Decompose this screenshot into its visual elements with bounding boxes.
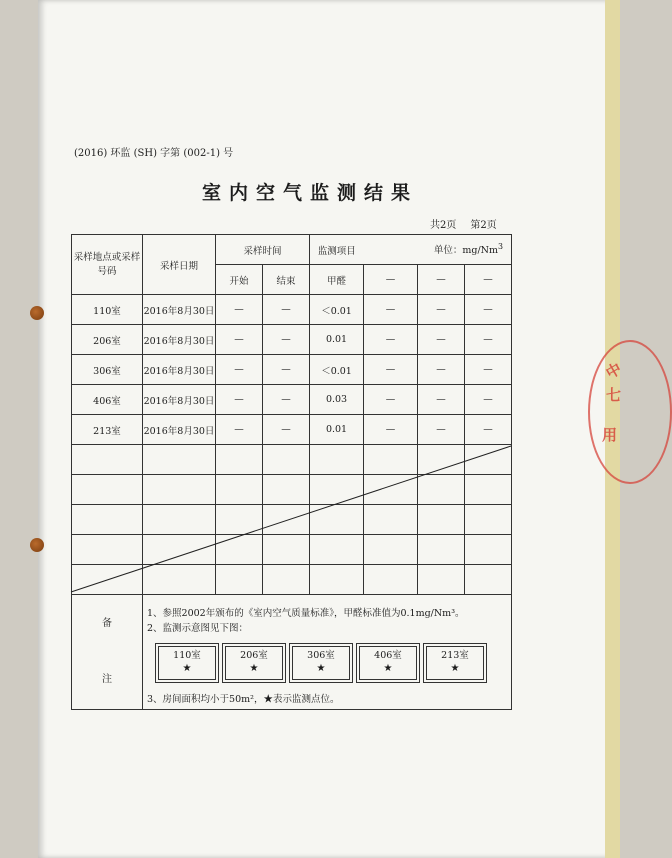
header-unit: 单位：mg/Nm$^3$ (364, 235, 512, 265)
table-row: 110室 2016年8月30日 — — ＜0.01 — — — (72, 295, 512, 325)
binding-hole (30, 538, 44, 552)
red-seal-stamp: 中 七 用 (588, 340, 672, 484)
header-date: 采样日期 (143, 235, 216, 295)
star-icon: ★ (182, 663, 192, 674)
header-location: 采样地点或采样号码 (72, 235, 143, 295)
table-row: 213室 2016年8月30日 — — 0.01 — — — (72, 415, 512, 445)
table-row: 206室 2016年8月30日 — — 0.01 — — — (72, 325, 512, 355)
empty-row (72, 565, 512, 595)
header-sampling-time: 采样时间 (216, 235, 310, 265)
empty-row (72, 535, 512, 565)
star-icon: ★ (249, 663, 259, 674)
monitoring-diagram (155, 643, 495, 685)
star-icon: ★ (383, 663, 393, 674)
total-pages: 共2页 (430, 220, 457, 231)
note-line-2: 2、监测示意图见下图： (147, 623, 249, 634)
current-page: 第2页 (470, 220, 497, 231)
header-start: 开始 (216, 265, 263, 295)
table-row: 406室 2016年8月30日 — — 0.03 — — — (72, 385, 512, 415)
room-box: 213室 ★ (423, 643, 487, 683)
binding-hole (30, 306, 44, 320)
notes-label: 备 注 (72, 595, 143, 710)
empty-row (72, 445, 512, 475)
notes-row (72, 595, 512, 710)
empty-row (72, 475, 512, 505)
header-dash: — (465, 265, 512, 295)
note-line-1: 1、参照2002年颁布的《室内空气质量标准》，甲醛标准值为0.1mg/Nm³。 (147, 608, 465, 619)
star-icon: ★ (316, 663, 326, 674)
table-row: 306室 2016年8月30日 — — ＜0.01 — — — (72, 355, 512, 385)
page-indicator (430, 216, 511, 231)
room-box: 306室 ★ (289, 643, 353, 683)
notes-content (143, 595, 512, 710)
header-end: 结束 (263, 265, 310, 295)
room-box: 110室 ★ (155, 643, 219, 683)
header-dash: — (418, 265, 465, 295)
star-icon: ★ (450, 663, 460, 674)
header-dash: — (364, 265, 418, 295)
document-number: (2016) 环监 (SH) 字第 (002-1) 号 (74, 148, 234, 159)
room-box: 406室 ★ (356, 643, 420, 683)
room-box: 206室 ★ (222, 643, 286, 683)
empty-row (72, 505, 512, 535)
header-pollutant: 甲醛 (310, 265, 364, 295)
results-table (71, 234, 512, 710)
header-item: 监测项目 (310, 235, 364, 265)
page-title: 室内空气监测结果 (201, 182, 418, 204)
note-line-3: 3、房间面积均小于50m²，★表示监测点位。 (147, 694, 340, 705)
